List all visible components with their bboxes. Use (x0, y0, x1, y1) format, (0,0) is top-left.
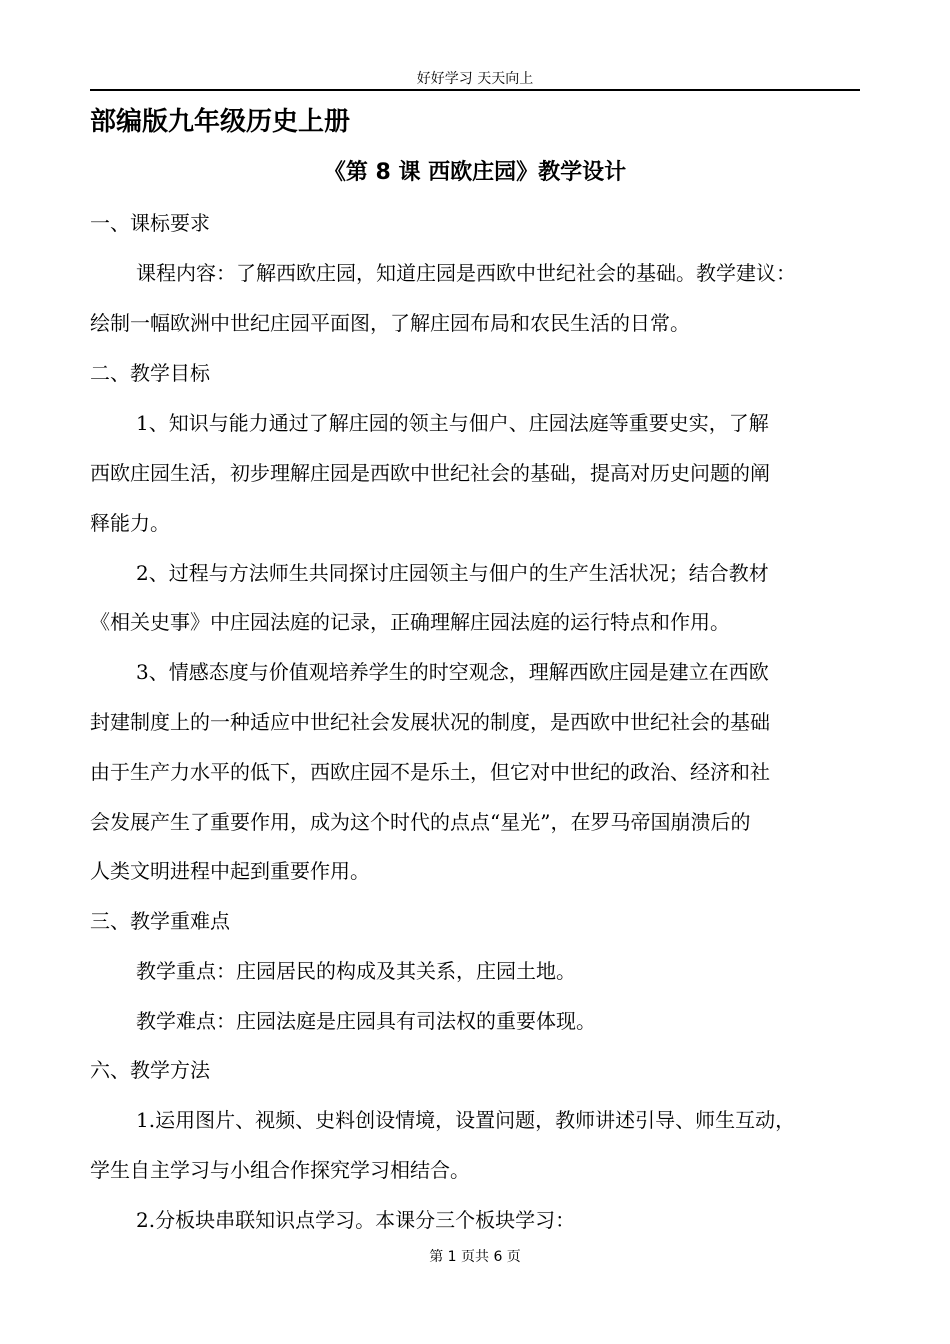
paragraph-line: 由于生产力水平的低下，西欧庄园不是乐土，但它对中世纪的政治、经济和社 (90, 760, 770, 784)
paragraph-line: 1、知识与能力通过了解庄园的领主与佃户、庄园法庭等重要史实，了解 (136, 411, 769, 435)
page-header: 好好学习 天天向上 (416, 71, 534, 87)
paragraph-line: 释能力。 (90, 511, 170, 535)
paragraph-line: 《相关史事》中庄园法庭的记录，正确理解庄园法庭的运行特点和作用。 (90, 610, 730, 634)
paragraph-line: 西欧庄园生活，初步理解庄园是西欧中世纪社会的基础，提高对历史问题的阐 (90, 461, 770, 485)
paragraph-line: 课程内容：了解西欧庄园，知道庄园是西欧中世纪社会的基础。教学建议： (136, 261, 796, 285)
section-heading-methods: 六、教学方法 (90, 1058, 210, 1082)
document-subtitle: 《第 8 课 西欧庄园》教学设计 (323, 160, 627, 185)
paragraph-line: 2、过程与方法师生共同探讨庄园领主与佃户的生产生活状况；结合教材 (136, 561, 769, 585)
paragraph-line: 绘制一幅欧洲中世纪庄园平面图，了解庄园布局和农民生活的日常。 (90, 311, 690, 335)
section-heading-key-points: 三、教学重难点 (90, 909, 230, 933)
section-heading-curriculum: 一、课标要求 (90, 211, 210, 235)
document-title: 部编版九年级历史上册 (90, 107, 351, 137)
paragraph-line: 1.运用图片、视频、史料创设情境，设置问题，教师讲述引导、师生互动， (136, 1108, 796, 1132)
page-footer: 第 1 页共 6 页 (429, 1249, 521, 1265)
paragraph-line: 教学难点：庄园法庭是庄园具有司法权的重要体现。 (136, 1009, 596, 1033)
paragraph-line: 教学重点：庄园居民的构成及其关系，庄园土地。 (136, 959, 576, 983)
paragraph-line: 封建制度上的一种适应中世纪社会发展状况的制度，是西欧中世纪社会的基础 (90, 710, 770, 734)
paragraph-line: 学生自主学习与小组合作探究学习相结合。 (90, 1158, 470, 1182)
paragraph-line: 会发展产生了重要作用，成为这个时代的点点“星光”，在罗马帝国崩溃后的 (90, 810, 751, 834)
paragraph-line: 2.分板块串联知识点学习。本课分三个板块学习： (136, 1208, 576, 1232)
paragraph-line: 3、情感态度与价值观培养学生的时空观念，理解西欧庄园是建立在西欧 (136, 660, 769, 684)
section-heading-objectives: 二、教学目标 (90, 361, 210, 385)
paragraph-line: 人类文明进程中起到重要作用。 (90, 859, 370, 883)
header-rule (90, 89, 860, 91)
